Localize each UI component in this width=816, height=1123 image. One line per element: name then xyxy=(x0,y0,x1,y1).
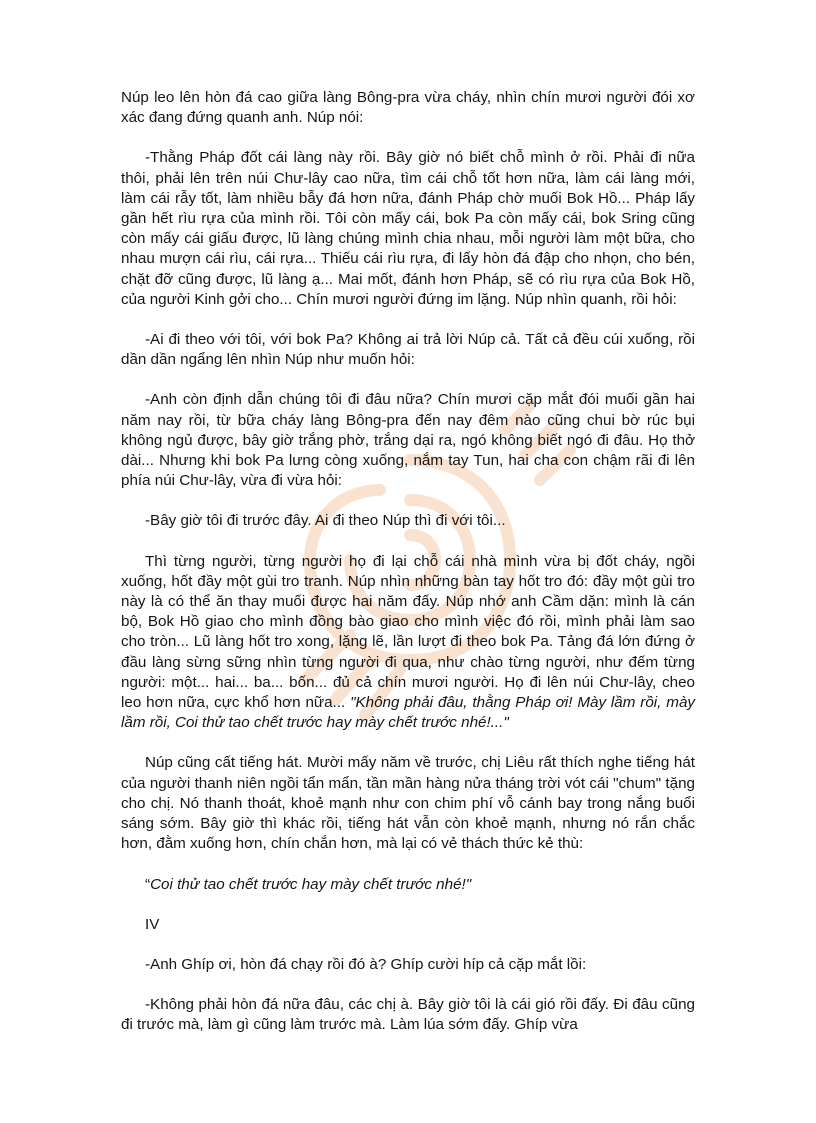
paragraph-6-italic-tail: "Không phải đâu, thằng Pháp ơi! Mày lầm rồi, mày lầm rồi, Coi thử tao chết trước hay mày chết trước nhé!..." xyxy=(121,694,695,732)
paragraph-8-italic-tail: Coi thử tao chết trước hay mày chết trước nhé!" xyxy=(150,875,472,893)
paragraph-10-text: -Anh Ghíp ơi, hòn đá chạy rồi đó à? Ghíp cười híp cả cặp mắt lồi: xyxy=(145,955,587,973)
paragraph-3 xyxy=(121,330,695,370)
paragraph-8-open-quote: “ xyxy=(145,875,151,893)
paragraph-7-text: Núp cũng cất tiếng hát. Mười mấy năm về trước, chị Liêu rất thích nghe tiếng hát của người thanh niên ngồi tẩn mẩn, tần mần hàng nửa tháng trời vót cái "chum" tặng cho chị. Nó thanh thoát, khoẻ mạnh như con chim phí vỗ cánh bay trong nắng buổi sáng sớm. Bây giờ thì khác rồi, tiếng hát vẫn còn khoẻ mạnh, nhưng nó rắn chắc hơn, đằm xuống hơn, chín chắn hơn, mà lại có vẻ thách thức kẻ thù: xyxy=(121,754,695,853)
paragraph-10 xyxy=(121,955,695,975)
paragraph-2 xyxy=(121,148,695,310)
paragraph-9 xyxy=(121,915,695,935)
paragraph-1-text: Núp leo lên hòn đá cao giữa làng Bông-pra vừa cháy, nhìn chín mươi người đói xơ xác đang đứng quanh anh. Núp nói: xyxy=(121,89,695,127)
section-heading-iv: IV xyxy=(145,915,160,933)
paragraph-2-text: -Thằng Pháp đốt cái làng này rồi. Bây giờ nó biết chỗ mình ở rồi. Phải đi nữa thôi, phải lên trên núi Chư-lây cao nữa, tìm cái chỗ tốt hơn nữa, làm cái làng mới, làm cái rẫy tốt, làm nhiều bẫy đá hơn nữa, đánh Pháp chờ muối Bok Hồ... Pháp lấy gần hết rìu rựa của mình rồi. Tôi còn mấy cái, bok Pa còn mấy cái, bok Sring cũng còn mấy cái giấu được, lũ làng chúng mình chia nhau, mỗi người làm một bữa, cho nhau mượn cái rìu, cái rựa... Thiếu cái rìu rựa, đi lấy hòn đá đập cho nhọn, cho bén, chặt đỡ cũng được, lũ làng ạ... Mai mốt, đánh hơn Pháp, sẽ có rìu rựa của Bok Hồ, của người Kinh gởi cho... Chín mươi người đứng im lặng. Núp nhìn quanh, rồi hỏi: xyxy=(121,149,695,308)
paragraph-3-text: -Ai đi theo với tôi, với bok Pa? Không ai trả lời Núp cả. Tất cả đều cúi xuống, rồi dần dần ngẩng lên nhìn Núp như muốn hỏi: xyxy=(121,331,695,369)
paragraph-6 xyxy=(121,552,695,734)
paragraph-8 xyxy=(121,875,695,895)
paragraph-5-text: -Bây giờ tôi đi trước đây. Ai đi theo Núp thì đi với tôi... xyxy=(145,512,506,530)
paragraph-5 xyxy=(121,511,695,531)
paragraph-11-text: -Không phải hòn đá nữa đâu, các chị à. Bây giờ tôi là cái gió rồi đấy. Đi đâu cũng đi trước mà, làm gì cũng làm trước mà. Làm lúa sớm đấy. Ghíp vừa xyxy=(121,996,695,1034)
paragraph-4-text: -Anh còn định dẫn chúng tôi đi đâu nữa? Chín mươi cặp mắt đói muối gần hai năm nay rồi, từ bữa cháy làng Bông-pra đến nay đêm nào cũng chui bờ rúc bụi không ngủ được, bây giờ trắng phờ, trắng dại ra, ngó không biết ngó đi đâu. Họ thở dài... Nhưng khi bok Pa lưng còng xuống, nắm tay Tun, hai cha con chậm rãi đi lên phía núi Chư-lây, vừa đi vừa hỏi: xyxy=(121,391,695,490)
paragraph-4 xyxy=(121,390,695,491)
paragraph-6-text: Thì từng người, từng người họ đi lại chỗ cái nhà mình vừa bị đốt cháy, ngồi xuống, hốt đầy một gùi tro tranh. Núp nhìn những bàn tay hốt tro đó: đầy một gùi tro này là có thể ăn thay muối được hai năm đấy. Núp nhớ anh Cầm dặn: mình là cán bộ, Bok Hồ giao cho mình đồng bào giao cho mình việc đó rồi, mình phải làm sao cho tròn... Lũ làng hốt tro xong, lặng lẽ, lần lượt đi theo bok Pa. Tảng đá lớn đứng ở đầu làng sừng sững nhìn từng người đi qua, như chào từng người, như đếm từng người: một... hai... ba... bốn... đủ cả chín mươi người. Họ đi lên núi Chư-lây, cheo leo hơn nữa, cực khổ hơn nữa... xyxy=(121,552,695,712)
paragraph-1 xyxy=(121,88,695,128)
document-body xyxy=(121,88,695,1056)
paragraph-11 xyxy=(121,995,695,1035)
paragraph-7 xyxy=(121,753,695,854)
